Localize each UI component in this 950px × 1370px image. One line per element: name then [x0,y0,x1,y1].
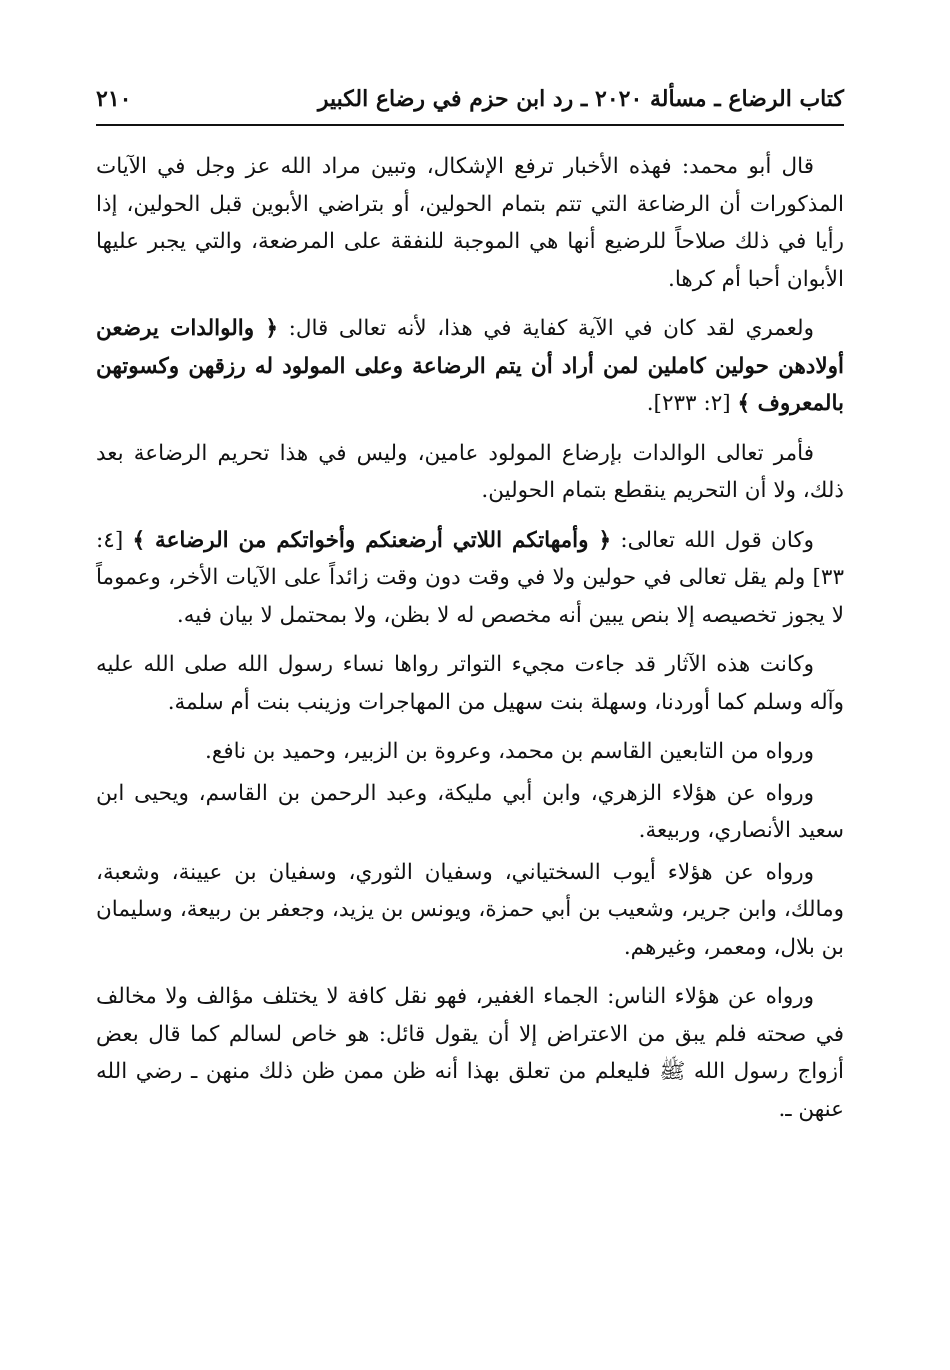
paragraph-2 [96,310,844,423]
quran-quote-baqara: ﴿ والوالدات يرضعن أولادهن حولين كاملين لمن أراد أن يتم الرضاعة وعلى المولود له رزقهن وكسوتهن بالمعروف ﴾ [96,316,844,416]
quran-quote-nisa: ﴿ وأمهاتكم اللاتي أرضعنكم وأخواتكم من الرضاعة ﴾ [132,527,612,553]
paragraph-9: ورواه عن هؤلاء الناس: الجماء الغفير، فهو نقل كافة لا يختلف مؤالف ولا مخالف في صحته فلم يبق من الاعتراض إلا أن يقول قائل: هو خاص لسالم كما قال بعض أزواج رسول الله ﷺ فليعلم من تعلق بهذا أنه ظن ممن ظن ذلك منهن ـ رضي الله عنهن ـ. [96,984,844,1122]
paragraph-8: ورواه عن هؤلاء أيوب السختياني، وسفيان الثوري، وسفيان بن عيينة، وشعبة، ومالك، وابن جرير، وشعيب بن أبي حمزة، ويونس بن يزيد، وجعفر بن ربيعة، وسليمان بن بلال، ومعمر، وغيرهم. [96,859,844,960]
header-title: كتاب الرضاع ـ مسألة ٢٠٢٠ ـ رد ابن حزم في رضاع الكبير [317,86,844,112]
paragraph-7: ورواه عن هؤلاء الزهري، وابن أبي مليكة، وعبد الرحمن بن القاسم، ويحيى ابن سعيد الأنصاري، وربيعة. [96,780,844,843]
paragraph-4 [96,522,844,635]
book-page [96,80,844,1140]
paragraph-2-lead: ولعمري لقد كان في الآية كفاية في هذا، لأنه تعالى قال: [277,316,814,341]
running-header [96,80,844,126]
paragraph-1: قال أبو محمد: فهذه الأخبار ترفع الإشكال، وتبين مراد الله عز وجل في الآيات المذكورات أن الرضاعة التي تتم بتمام الحولين، أو بتراضي الأبوين قبل الحولين، إذا رأيا في ذلك صلاحاً للرضيع أنها هي الموجبة للنفقة على المرضعة، والتي يجبر عليها الأبوان أحبا أم كرها. [96,154,844,292]
paragraph-6: ورواه من التابعين القاسم بن محمد، وعروة بن الزبير، وحميد بن نافع. [205,739,814,764]
page-number: ٢١٠ [96,86,132,112]
paragraph-3: فأمر تعالى الوالدات بإرضاع المولود عامين، وليس في هذا تحريم الرضاعة بعد ذلك، ولا أن التحريم ينقطع بتمام الحولين. [96,440,844,503]
paragraph-4-rest: [٤: ٣٣] ولم يقل تعالى في حولين ولا في وقت دون وقت زائداً على الآيات الأخر، وعموماً لا يجوز تخصيصه إلا بنص يبين أنه مخصص له لا بظن، ولا بمحتمل لا بيان فيه. [96,527,844,628]
paragraph-4-lead: وكان قول الله تعالى: [611,527,814,553]
paragraph-5: وكانت هذه الآثار قد جاءت مجيء التواتر رواها نساء رسول الله صلى الله عليه وآله وسلم كما أوردنا، وسهلة بنت سهيل من المهاجرات وزينب بنت أم سلمة. [96,652,844,715]
page-body [96,148,844,1128]
quran-reference-baqara: [٢: ٢٣٣]. [646,391,738,416]
